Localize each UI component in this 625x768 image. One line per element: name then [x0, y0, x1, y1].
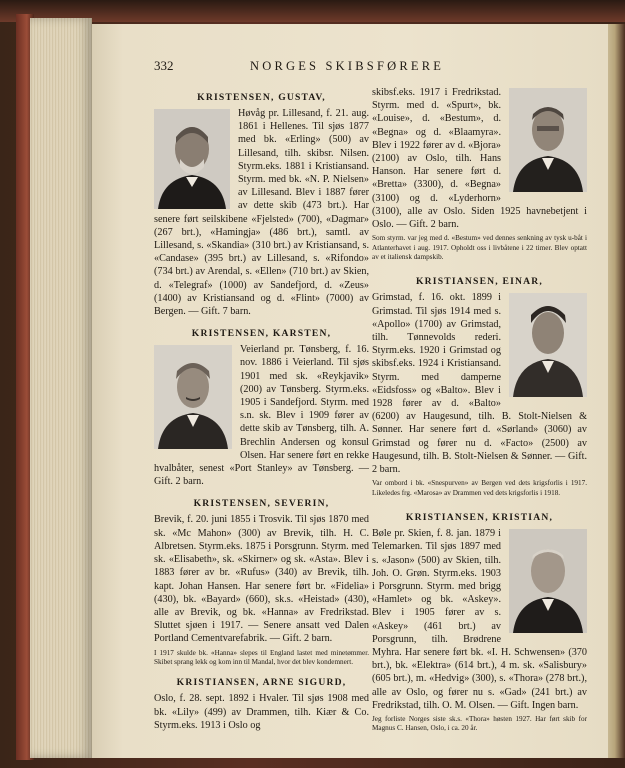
entry-name: KRISTENSEN, KARSTEN,	[191, 328, 332, 340]
entry-text: skibsf.eks. 1917 i Fredrikstad. Styrm. med d. «Spurt», bk. «Louise», d. «Bestum», d. «Begna» og d. «Blaamyra». Blev i 1922 fører av d. «Bjora» (2100) av Oslo, tilh. Hans Hanson. Har senere ført d. «Bretta» (3300), d. «Begna» (3100) og d. «Lyderhorn» (3100), alle av Oslo. Siden 1925 havnebetjent i Oslo. — Gift. 2 barn.	[372, 87, 587, 231]
entry-gustav	[154, 92, 369, 318]
running-title: NORGES SKIBSFØRERE	[250, 59, 445, 73]
book-top-edge	[0, 0, 625, 22]
entry-kristian	[372, 512, 587, 734]
left-column	[154, 92, 369, 742]
entry-name: KRISTIANSEN, EINAR,	[415, 276, 544, 288]
portrait-photo	[154, 345, 232, 449]
entry-note: Jeg forliste Norges siste sk.s. «Thora» høsten 1927. Har ført skib for Magnus C. Hansen, Oslo, i ca. 20 år.	[372, 714, 587, 733]
entry-text: Høvåg pr. Lillesand, f. 21. aug. 1861 i Hellenes. Til sjøs 1877 med bk. «Erling» (500) av Lillesand, tilh. skibsr. Nilsen. Styrm.eks. 1881 i Kristiansand. Styrm. med bk. «N. P. Nielsen» av Lillesand. Blev i 1887 fører av dette skib (473 brt.). Har senere ført seilskibene «Fjelsted» (700), «Dagmar» (267 brt.), «Hamingja» (486 brt.), samtl. av Lillesand, s. «Skandia» (310 brt.) av Kristiansand, s. «Candase» (395 brt.) av Lillesand, s. «Rifondo» (734 brt.) av Arendal, s. «Ellen» (710 brt.) av Skien, d. «Telegraf» (1000) av Sandefjord, d. «Zeus» (1400) av Kristiansand og d. «Flint» (7000) av Bergen. — Gift. 7 barn.	[154, 108, 369, 318]
entry-text: Oslo, f. 28. sept. 1892 i Hvaler. Til sjøs 1908 med bk. «Lily» (499) av Drammen, tilh. Kiær & Co. Styrm.eks. 1913 i Oslo og	[154, 693, 369, 731]
entry-name: KRISTENSEN, GUSTAV,	[197, 92, 326, 103]
right-column	[372, 86, 587, 744]
entry-karsten	[154, 328, 369, 488]
portrait-photo	[509, 529, 587, 633]
entry-severin	[154, 498, 369, 667]
entry-text: Brevik, f. 20. juni 1855 i Trosvik. Til sjøs 1870 med sk. «Mc Mahon» (300) av Brevik, tilh. H. C. Albretsen. Styrm.eks. 1875 i Porsgrunn. Styrm. med sk. «Elisabeth», sk. «Skirner» og sk. «Asta». Blev i 1883 fører av br. «Rufus» (340) av Brevik, tilh. kapt. Johan Hansen. Har senere ført br. «Fidelia» (430), bk. «Bayard» (660), sk.s. «Heistad» (430), alle av Brevik, og bk. «Hanna» av Fredrikstad. Sluttet sjøen i 1917. — Senere ansatt ved Dalen Portland Cementvarefabrik. — Gift. 2 barn.	[154, 514, 369, 645]
page-number: 332	[154, 58, 174, 73]
portrait-photo	[509, 293, 587, 397]
entry-arne-sigurd	[154, 677, 369, 732]
entry-text: Grimstad, f. 16. okt. 1899 i Grimstad. Til sjøs 1914 med s. «Apollo» (1700) av Grimstad, tilh. Tønnevolds rederi. Styrm.eks. 1920 i Grimstad og skibsf.eks. 1924 i Kristiansand. Styrm. med damperne «Eidsfoss» og «Balto». Blev i 1928 fører av d. «Balto» (6200) av Haugesund, tilh. B. Stolt-Nielsen & Sønner. Har senere ført d. «Sørland» (3060) av Grimstad og fører nu d. «Facto» (2500) av Haugesund, tilh. B. Stolt-Nielsen & Sønner. — Gift. 2 barn.	[372, 292, 587, 476]
page-stack-edges	[30, 18, 92, 758]
page-right-edge	[608, 24, 625, 758]
entry-text: Bøle pr. Skien, f. 8. jan. 1879 i Telemarken. Til sjøs 1897 med s. «Jason» (500) av Skien, tilh. Joh. O. Grøn. Styrm.eks. 1903 i Porsgrunn. Styrm. med brigg «Hamlet» og bk. «Askey». Blev i 1905 fører av s. «Askey» (461 brt.) av Porsgrunn, tilh. Brødrene Myhra. Har senere ført bk. «I. H. Schwensen» (370 brt.), bk. «Elektra» (614 brt.), 4 m. sk. «Salisbury» (605 brt.), m. «Hedvig» (300), s. «Thora» (278 brt.), alle av Oslo, og fører nu s. «Gad» (241 brt.) av Fredrikstad, tilh. O. M. Olsen. — Gift. Ingen barn.	[372, 528, 587, 711]
page-header	[154, 58, 602, 78]
entry-name: KRISTIANSEN, KRISTIAN,	[405, 512, 554, 524]
entry-name: KRISTENSEN, SEVERIN,	[193, 498, 330, 510]
entry-name: KRISTIANSEN, ARNE SIGURD,	[176, 677, 347, 689]
entry-arne-sigurd-continued	[372, 86, 587, 262]
entry-text: Veierland pr. Tønsberg, f. 16. nov. 1886 i Veierland. Til sjøs 1901 med sk. «Reykjavik» (200) av Tønsberg. Styrm.eks. 1905 i Sandefjord. Styrm. med s.n. sk. Blev i 1909 fører av dette skib av Tønsberg, tilh. A. Brechlin Andersen og konsul Olsen. Har senere ført en rekke hvalbåter, senest «Port Stanley» av Tønsberg. — Gift. 2 barn.	[154, 344, 369, 488]
entry-note: Var ombord i bk. «Snespurven» av Bergen ved dets krigsforlis i 1917. Likeledes frg. «Marosa» av Drammen ved dets krigsforlis i 1918.	[372, 479, 587, 497]
entry-note: I 1917 skulde bk. «Hanna» slepes til England lastet med minetømmer. Skibet sprang lekk og kom inn til Mandal, hvor det blev kondemnert.	[154, 648, 369, 666]
portrait-photo	[509, 88, 587, 192]
entry-note: Som styrm. var jeg med d. «Bestum» ved dennes senkning av tysk u-båt i Atlanterhavet i aug. 1917. Opholdt oss i livbåtene i 22 timer. Blev optatt av et italiensk dampskib.	[372, 234, 587, 262]
portrait-photo	[154, 109, 230, 209]
entry-einar	[372, 276, 587, 498]
